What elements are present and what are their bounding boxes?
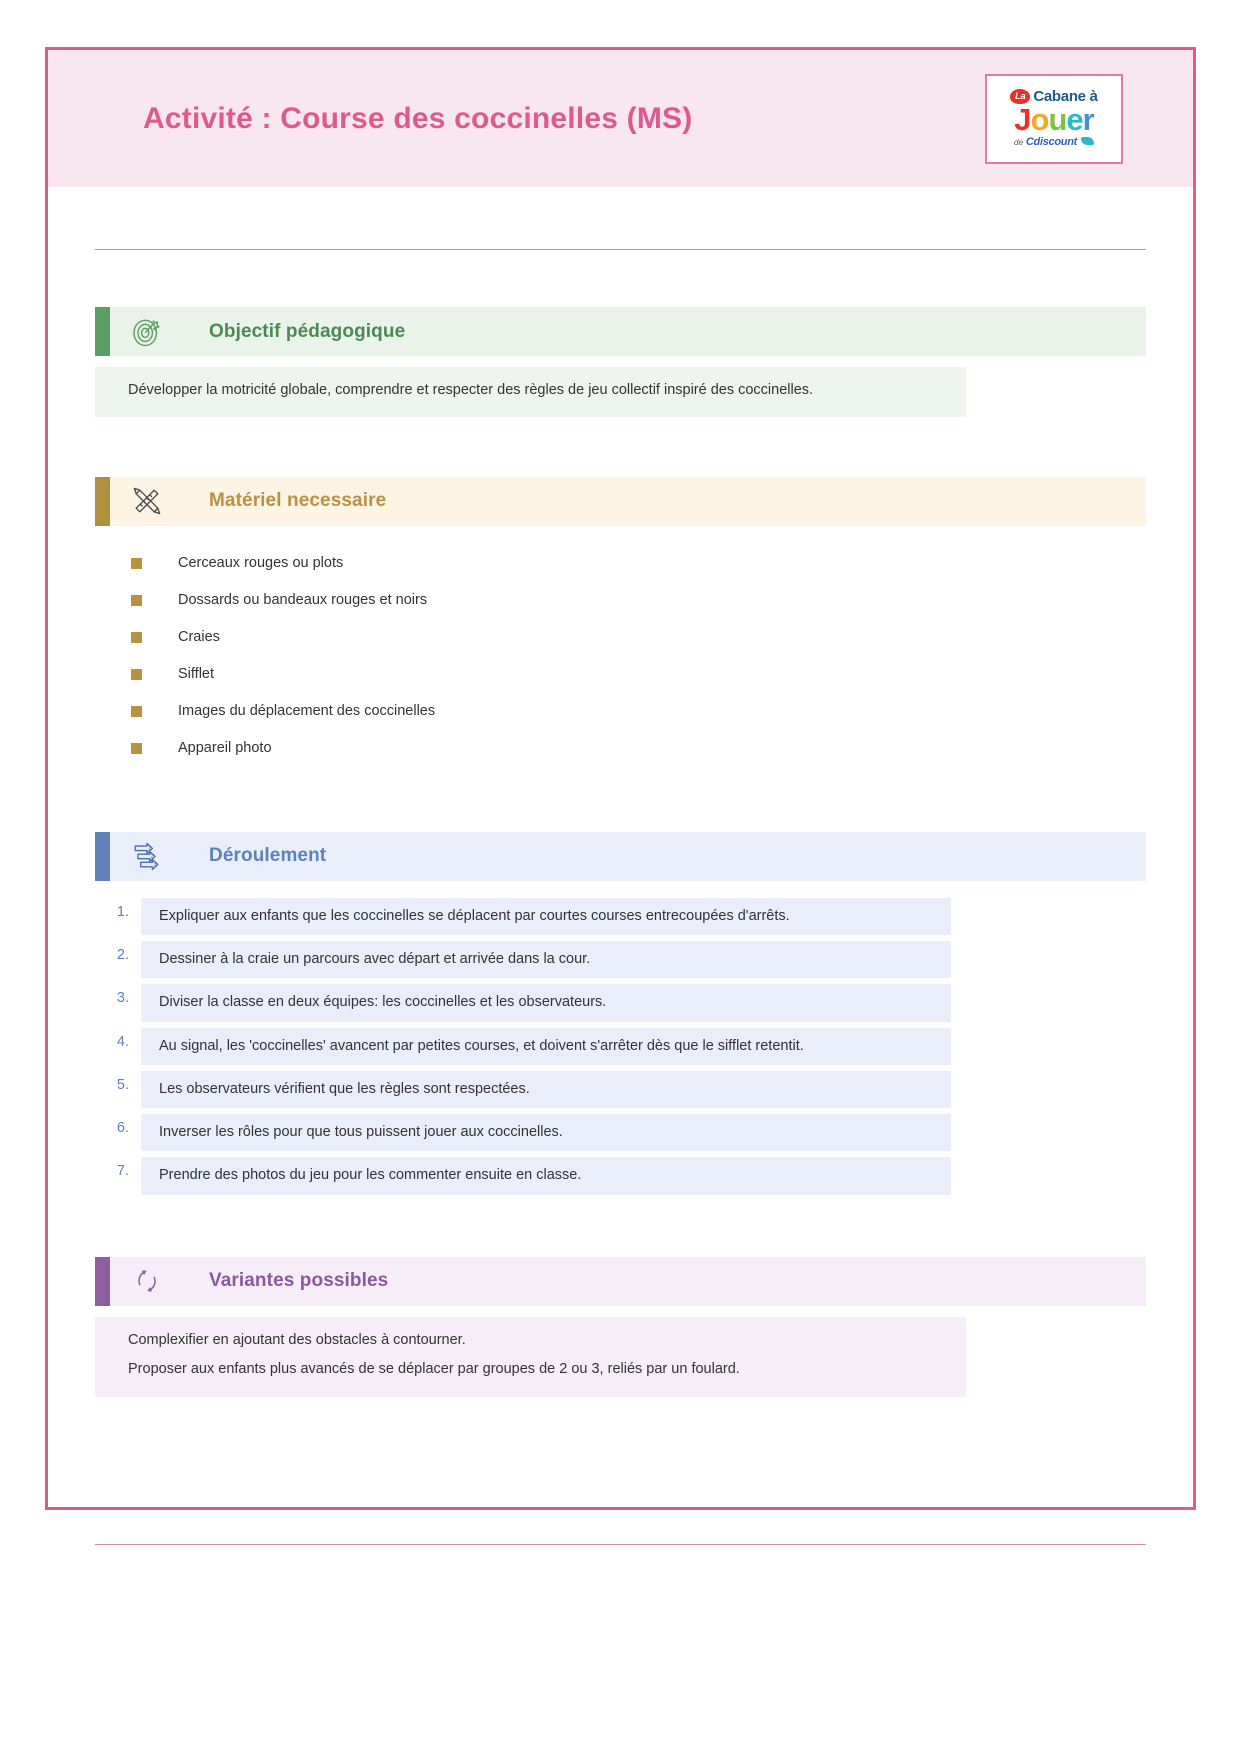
logo-cabane-text: Cabane à	[1033, 87, 1098, 105]
spacer	[95, 1397, 1146, 1544]
bullet-square-icon	[131, 595, 142, 606]
list-item	[95, 941, 1146, 978]
objectif-body-text: Développer la motricité globale, comprendre et respecter des règles de jeu collectif inspiré des coccinelles.	[95, 367, 966, 417]
bullet-square-icon	[131, 706, 142, 717]
section-title: Objectif pédagogique	[209, 320, 406, 342]
cdiscount-swoosh-icon	[1081, 137, 1094, 145]
variante-line: Complexifier en ajoutant des obstacles à contourner.	[128, 1331, 466, 1348]
section-title: Déroulement	[209, 845, 327, 867]
list-item	[95, 656, 1146, 693]
refresh-cycle-icon	[127, 1261, 167, 1301]
logo-la-badge: La	[1010, 89, 1030, 104]
step-text: Inverser les rôles pour que tous puissent jouer aux coccinelles.	[141, 1114, 951, 1151]
section-header	[95, 307, 1146, 356]
bottom-divider	[95, 1544, 1146, 1545]
section-header-fill	[110, 477, 1146, 526]
list-item-label: Sifflet	[178, 666, 215, 683]
section-header	[95, 477, 1146, 526]
list-item-label: Appareil photo	[178, 740, 272, 757]
numbered-steps-arrow-icon	[127, 836, 167, 876]
section-header	[95, 1257, 1146, 1306]
list-item	[95, 1114, 1146, 1151]
step-text: Expliquer aux enfants que les coccinelles se déplacent par courtes courses entrecoupées d'arrêts.	[141, 898, 951, 935]
step-number	[95, 1028, 141, 1056]
section-title: Variantes possibles	[209, 1270, 389, 1292]
list-item	[95, 898, 1146, 935]
svg-text:2: 2	[150, 853, 155, 861]
logo-letter-r: r	[1082, 101, 1094, 137]
target-icon	[127, 312, 167, 352]
section-objectif-pedagogique	[95, 307, 1146, 417]
section-variantes-possibles	[95, 1257, 1146, 1397]
logo-de-text: de	[1014, 138, 1023, 148]
variante-line: Proposer aux enfants plus avancés de se déplacer par groupes de 2 ou 3, reliés par un foulard.	[128, 1361, 740, 1378]
step-number	[95, 941, 141, 969]
spacer	[95, 250, 1146, 307]
logo-bottom-line	[1014, 136, 1094, 148]
list-item	[95, 582, 1146, 619]
step-text: Dessiner à la craie un parcours avec départ et arrivée dans la cour.	[141, 941, 951, 978]
document-frame	[45, 47, 1196, 1510]
list-item-label: Cerceaux rouges ou plots	[178, 555, 344, 572]
section-header-fill	[110, 1257, 1146, 1306]
section-title: Matériel necessaire	[209, 490, 387, 512]
step-text: Prendre des photos du jeu pour les commenter ensuite en classe.	[141, 1157, 951, 1194]
step-number	[95, 898, 141, 926]
step-number	[95, 984, 141, 1012]
section-accent-bar	[95, 307, 110, 356]
section-accent-bar	[95, 1257, 110, 1306]
list-item	[95, 1028, 1146, 1065]
section-header-fill	[110, 832, 1146, 881]
list-item	[95, 619, 1146, 656]
step-text: Diviser la classe en deux équipes: les coccinelles et les observateurs.	[141, 984, 951, 1021]
pencil-ruler-icon	[127, 481, 167, 521]
list-item	[95, 1157, 1146, 1194]
deroulement-steps-list	[95, 898, 1146, 1195]
step-number	[95, 1114, 141, 1142]
step-number	[95, 1071, 141, 1099]
list-item-label: Images du déplacement des coccinelles	[178, 703, 436, 720]
logo-letter-e: e	[1066, 101, 1083, 137]
list-item-label: Craies	[178, 629, 220, 646]
section-materiel-necessaire	[95, 477, 1146, 767]
document-header	[48, 50, 1193, 187]
logo-letter-j: J	[1014, 101, 1031, 137]
bullet-square-icon	[131, 632, 142, 643]
list-item-label: Dossards ou bandeaux rouges et noirs	[178, 592, 428, 609]
brand-logo	[985, 74, 1123, 164]
list-item	[95, 984, 1146, 1021]
list-item	[95, 1071, 1146, 1108]
list-item	[95, 730, 1146, 767]
svg-text:1: 1	[147, 844, 152, 852]
logo-jouer-text	[1014, 101, 1094, 137]
logo-brand-text: Cdiscount	[1025, 136, 1077, 149]
logo-letter-o: o	[1030, 101, 1049, 137]
section-header	[95, 832, 1146, 881]
page-title: Activité : Course des coccinelles (MS)	[143, 101, 693, 135]
bullet-square-icon	[131, 743, 142, 754]
materiel-list	[95, 545, 1146, 767]
list-item	[95, 545, 1146, 582]
variantes-body	[95, 1317, 966, 1397]
step-text: Au signal, les 'coccinelles' avancent par petites courses, et doivent s'arrêter dès que le sifflet retentit.	[141, 1028, 951, 1065]
section-accent-bar	[95, 832, 110, 881]
document-body	[48, 249, 1193, 1545]
step-text: Les observateurs vérifient que les règles sont respectées.	[141, 1071, 951, 1108]
section-header-fill	[110, 307, 1146, 356]
bullet-square-icon	[131, 669, 142, 680]
logo-letter-u: u	[1048, 101, 1067, 137]
step-number	[95, 1157, 141, 1185]
svg-text:3: 3	[153, 861, 157, 869]
list-item	[95, 693, 1146, 730]
bullet-square-icon	[131, 558, 142, 569]
section-deroulement	[95, 832, 1146, 1195]
section-accent-bar	[95, 477, 110, 526]
